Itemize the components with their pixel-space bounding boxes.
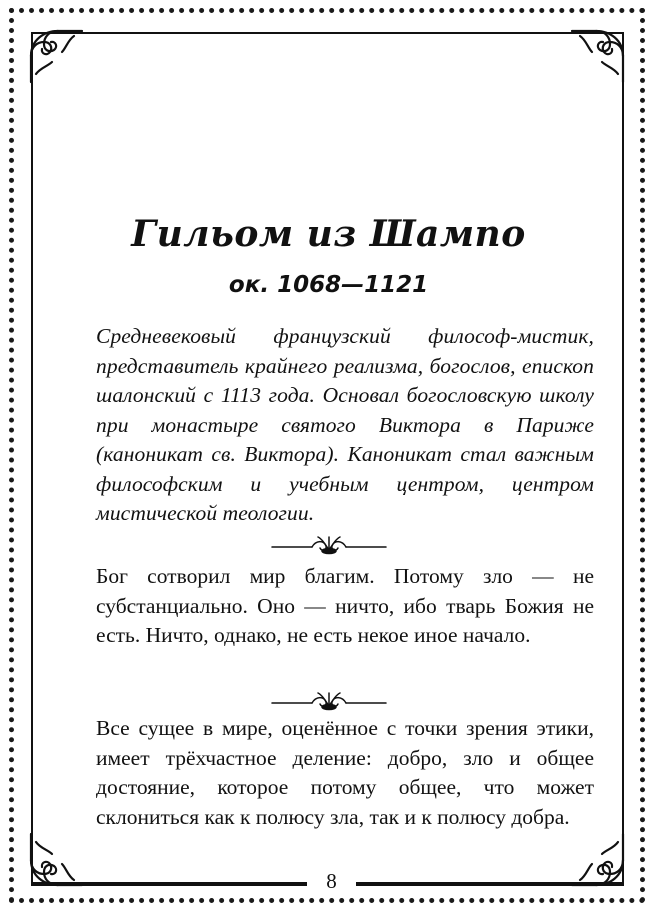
scroll-corner-ornament-icon <box>22 22 90 90</box>
flourish-divider-icon <box>270 690 388 712</box>
quote-paragraph: Все сущее в мире, оценённое с точки зрения этики, имеет трёхчастное деление: добро, зло и общее достояние, которое потому общее, что может склониться как к полюсу зла, так и к полюсу добра. <box>96 716 594 829</box>
life-dates: ок. 1068—1121 <box>228 272 429 298</box>
footer-rule <box>31 882 307 884</box>
biography-paragraph: Средневековый французский философ-мистик, представитель крайнего реализма, богослов, епископ шалонский с 1113 года. Основал богословскую школу при монастыре святого Виктора в Париже (каноникат св. Виктора). Каноникат стал важным философским и учебным центром, центром мистической теологии. <box>96 324 594 525</box>
footer-rule <box>356 882 624 884</box>
page-title: Гильом из Шампо <box>131 213 526 255</box>
flourish-divider-icon <box>270 534 388 556</box>
scroll-corner-ornament-icon <box>564 22 632 90</box>
page-number: 8 <box>307 869 356 894</box>
quote-paragraph: Бог сотворил мир благим. Потому зло — не субстанциально. Оно — ничто, ибо тварь Божия не есть. Ничто, однако, не есть некое иное начало. <box>96 564 594 647</box>
